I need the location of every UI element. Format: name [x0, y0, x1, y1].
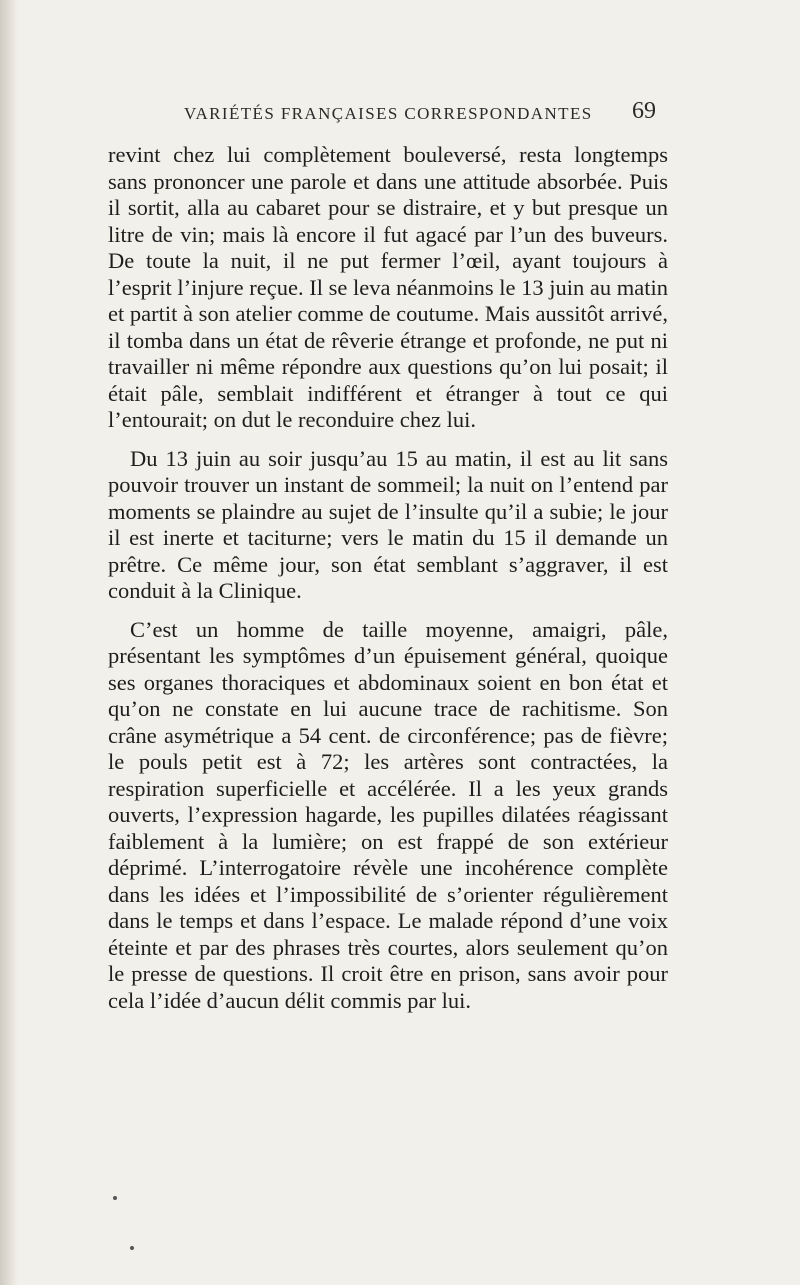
ink-speck [113, 1196, 117, 1200]
paragraph-examination: C’est un homme de taille moyenne, amaigri, pâle, présentant les symptômes d’un épuisement général, quoique ses organes thoraciques et abdominaux soient en bon état et qu’on ne constate en lui aucune trace de rachitisme. Son crâne asymétrique a 54 cent. de circonférence; pas de fièvre; le pouls petit est à 72; les artères sont contractées, la respiration superficielle et accélérée. Il a les yeux grands ouverts, l’expression hagarde, les pupilles dilatées réagissant faiblement à la lumière; on est frappé de son extérieur déprimé. L’interrogatoire révèle une incohérence complète dans les idées et l’impossibilité de s’orienter régulièrement dans le temps et dans l’espace. Le malade répond d’une voix éteinte et par des phrases très courtes, alors seulement qu’on le presse de questions. Il croit être en prison, sans avoir pour cela l’idée d’aucun délit commis par lui. [108, 616, 668, 1013]
running-title: VARIÉTÉS FRANÇAISES CORRESPONDANTES [184, 104, 593, 123]
paragraph-continuation: revint chez lui complètement bouleversé, resta longtemps sans prononcer une parole et dans une attitude absorbée. Puis il sortit, alla au cabaret pour se distraire, et y but presque un litre de vin; mais là encore il fut agacé par l’un des buveurs. De toute la nuit, il ne put fermer l’œil, ayant toujours à l’esprit l’injure reçue. Il se leva néanmoins le 13 juin au matin et partit à son atelier comme de coutume. Mais aussitôt arrivé, il tomba dans un état de rêverie étrange et profonde, ne put ni travailler ni même répondre aux questions qu’on lui posait; il était pâle, semblait indifférent et étranger à tout ce qui l’entourait; on dut le reconduire chez lui. [108, 142, 668, 432]
binding-shadow [0, 0, 18, 1285]
page-number: 69 [632, 98, 656, 124]
page-header [184, 98, 656, 138]
paragraph-hospitalization: Du 13 juin au soir jusqu’au 15 au matin, il est au lit sans pouvoir trouver un instant de sommeil; la nuit on l’entend par moments se plaindre au sujet de l’insulte qu’il a subie; le jour il est inerte et taciturne; vers le matin du 15 il demande un prêtre. Ce même jour, son état semblant s’aggraver, il est conduit à la Clinique. [108, 445, 668, 603]
body-text [108, 142, 668, 1014]
ink-speck [130, 1246, 134, 1250]
